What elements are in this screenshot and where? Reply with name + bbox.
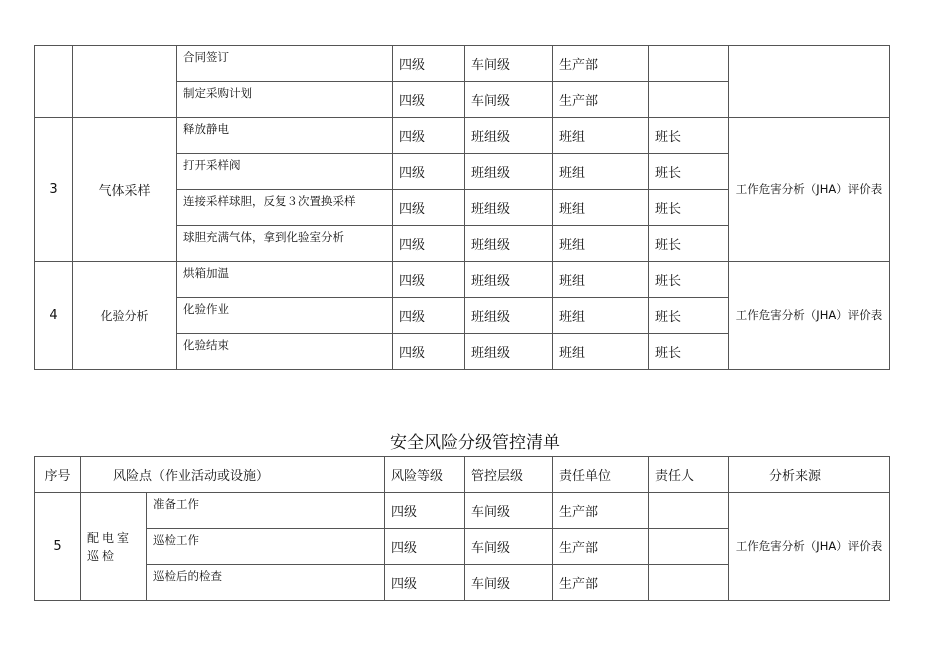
risk-point-cell: 化验分析 [73,262,177,370]
responsible-unit-cell: 班组 [553,334,649,370]
table-row [35,493,890,529]
risk-table-continued [34,45,890,370]
risk-table [34,456,890,601]
control-level-cell: 班组级 [465,118,553,154]
responsible-person-cell [649,565,729,601]
risk-level-cell: 四级 [393,46,465,82]
header-risk-level: 风险等级 [385,457,465,493]
activity-cell: 巡检工作 [147,529,385,565]
source-cell: 工作危害分析（JHA）评价表 [729,262,890,370]
risk-level-cell: 四级 [393,190,465,226]
header-risk-point: 风险点（作业活动或设施） [81,457,385,493]
activity-cell: 烘箱加温 [177,262,393,298]
activity-cell: 准备工作 [147,493,385,529]
control-level-cell: 班组级 [465,334,553,370]
responsible-unit-cell: 班组 [553,262,649,298]
table-row [35,46,890,82]
risk-point-cell: 配电室巡检 [81,493,147,601]
control-level-cell: 车间级 [465,46,553,82]
source-cell: 工作危害分析（JHA）评价表 [729,493,890,601]
seq-cell [35,46,73,118]
responsible-person-cell: 班长 [649,226,729,262]
risk-level-cell: 四级 [393,334,465,370]
control-level-cell: 班组级 [465,298,553,334]
seq-cell: 3 [35,118,73,262]
risk-level-cell: 四级 [385,529,465,565]
risk-level-cell: 四级 [385,493,465,529]
header-seq: 序号 [35,457,81,493]
activity-cell: 化验作业 [177,298,393,334]
table-row [35,118,890,154]
table-row [35,262,890,298]
responsible-unit-cell: 生产部 [553,529,649,565]
control-level-cell: 班组级 [465,226,553,262]
responsible-person-cell [649,82,729,118]
activity-cell: 球胆充满气体，拿到化验室分析 [177,226,393,262]
responsible-person-cell: 班长 [649,154,729,190]
activity-cell: 打开采样阀 [177,154,393,190]
source-cell: 工作危害分析（JHA）评价表 [729,118,890,262]
risk-level-cell: 四级 [393,298,465,334]
risk-level-cell: 四级 [385,565,465,601]
responsible-unit-cell: 生产部 [553,493,649,529]
responsible-unit-cell: 班组 [553,154,649,190]
activity-cell: 连接采样球胆，反复３次置换采样 [177,190,393,226]
activity-cell: 合同签订 [177,46,393,82]
seq-cell: 4 [35,262,73,370]
control-level-cell: 车间级 [465,493,553,529]
responsible-person-cell: 班长 [649,118,729,154]
risk-level-cell: 四级 [393,262,465,298]
risk-point-cell: 气体采样 [73,118,177,262]
responsible-unit-cell: 班组 [553,118,649,154]
activity-cell: 释放静电 [177,118,393,154]
table-title: 安全风险分级管控清单 [390,433,560,453]
risk-level-cell: 四级 [393,118,465,154]
header-row [35,457,890,493]
responsible-person-cell: 班长 [649,334,729,370]
risk-point-cell [73,46,177,118]
header-responsible-person: 责任人 [649,457,729,493]
responsible-person-cell [649,46,729,82]
seq-cell: 5 [35,493,81,601]
control-level-cell: 车间级 [465,565,553,601]
control-level-cell: 车间级 [465,529,553,565]
responsible-unit-cell: 生产部 [553,565,649,601]
source-cell [729,46,890,118]
responsible-person-cell [649,529,729,565]
risk-level-cell: 四级 [393,82,465,118]
control-level-cell: 车间级 [465,82,553,118]
header-source: 分析来源 [729,457,890,493]
responsible-unit-cell: 班组 [553,226,649,262]
risk-level-cell: 四级 [393,154,465,190]
responsible-unit-cell: 生产部 [553,82,649,118]
responsible-unit-cell: 班组 [553,190,649,226]
activity-cell: 制定采购计划 [177,82,393,118]
control-level-cell: 班组级 [465,154,553,190]
responsible-unit-cell: 班组 [553,298,649,334]
responsible-person-cell: 班长 [649,262,729,298]
responsible-unit-cell: 生产部 [553,46,649,82]
responsible-person-cell: 班长 [649,298,729,334]
header-control-level: 管控层级 [465,457,553,493]
risk-level-cell: 四级 [393,226,465,262]
activity-cell: 化验结束 [177,334,393,370]
control-level-cell: 班组级 [465,190,553,226]
responsible-person-cell: 班长 [649,190,729,226]
control-level-cell: 班组级 [465,262,553,298]
activity-cell: 巡检后的检查 [147,565,385,601]
responsible-person-cell [649,493,729,529]
header-responsible-unit: 责任单位 [553,457,649,493]
